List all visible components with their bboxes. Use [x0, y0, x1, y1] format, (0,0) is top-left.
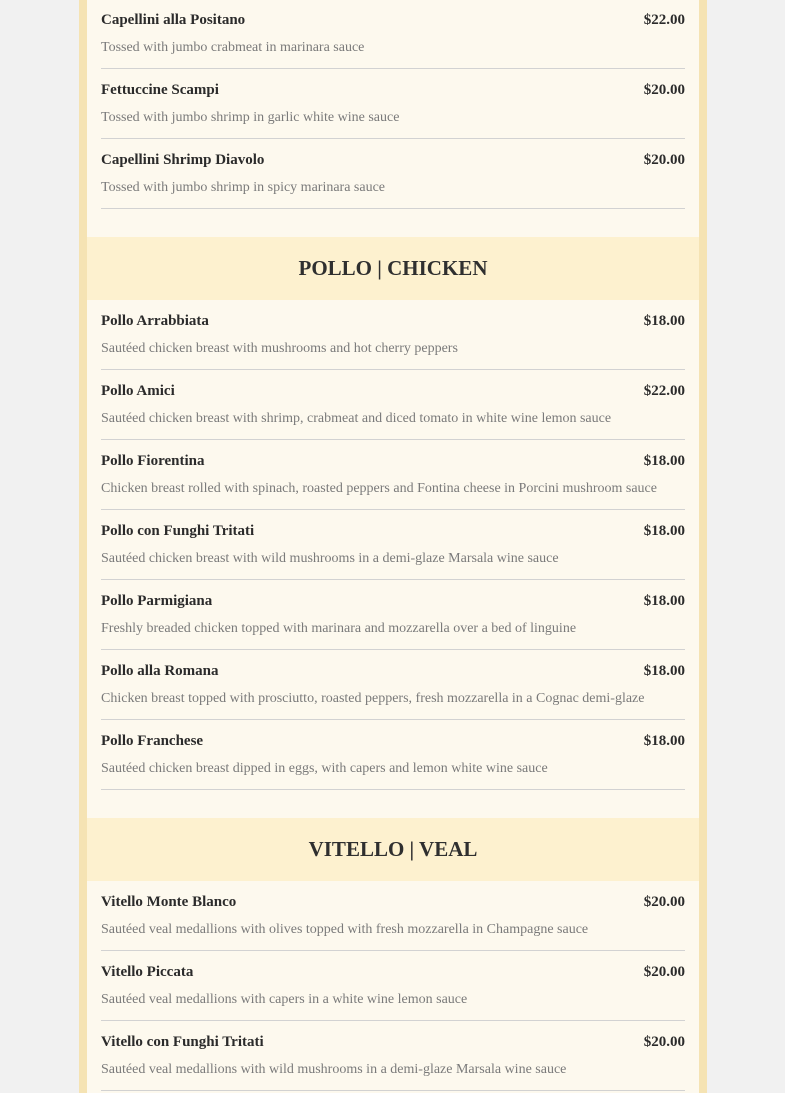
item-name: Fettuccine Scampi — [101, 82, 219, 98]
item-name: Vitello Monte Blanco — [101, 894, 237, 910]
item-price: $20.00 — [643, 894, 685, 910]
item-description: Chicken breast rolled with spinach, roasted peppers and Fontina cheese in Porcini mushroom sauce — [101, 481, 657, 496]
menu-item — [101, 370, 685, 440]
menu-item — [101, 139, 685, 209]
menu-item — [101, 580, 685, 650]
item-description: Sautéed veal medallions with wild mushrooms in a demi-glaze Marsala wine sauce — [101, 1062, 567, 1077]
item-name: Vitello con Funghi Tritati — [101, 1034, 264, 1050]
item-name: Pollo Arrabbiata — [101, 313, 209, 329]
item-price: $20.00 — [643, 152, 685, 168]
menu-item — [101, 1021, 685, 1091]
item-price: $20.00 — [643, 964, 685, 980]
item-description: Chicken breast topped with prosciutto, roasted peppers, fresh mozzarella in a Cognac demi-glaze — [101, 691, 645, 706]
item-name: Pollo Parmigiana — [101, 593, 213, 609]
item-price: $18.00 — [643, 593, 685, 609]
item-description: Sautéed veal medallions with olives topped with fresh mozzarella in Champagne sauce — [101, 922, 589, 937]
item-price: $18.00 — [643, 733, 685, 749]
item-description: Sautéed chicken breast dipped in eggs, with capers and lemon white wine sauce — [101, 761, 548, 776]
item-name: Pollo con Funghi Tritati — [101, 523, 255, 539]
item-name: Capellini alla Positano — [101, 12, 246, 28]
menu-item — [101, 720, 685, 790]
menu-item — [101, 0, 685, 69]
menu-item — [101, 440, 685, 510]
item-price: $18.00 — [643, 313, 685, 329]
item-description: Sautéed chicken breast with shrimp, crabmeat and diced tomato in white wine lemon sauce — [101, 411, 612, 426]
item-name: Pollo Franchese — [101, 733, 204, 749]
menu-item — [101, 300, 685, 370]
item-name: Capellini Shrimp Diavolo — [101, 152, 265, 168]
item-description: Tossed with jumbo crabmeat in marinara sauce — [101, 40, 365, 55]
item-description: Tossed with jumbo shrimp in spicy marinara sauce — [101, 180, 386, 195]
menu-item — [101, 69, 685, 139]
item-price: $18.00 — [643, 523, 685, 539]
item-description: Tossed with jumbo shrimp in garlic white wine sauce — [101, 110, 400, 125]
section-header-veal: VITELLO | VEAL — [87, 818, 699, 881]
item-description: Freshly breaded chicken topped with marinara and mozzarella over a bed of linguine — [101, 621, 577, 636]
item-name: Pollo Fiorentina — [101, 453, 205, 469]
menu-item — [101, 650, 685, 720]
item-price: $20.00 — [643, 1034, 685, 1050]
menu-frame — [79, 0, 707, 1093]
item-description: Sautéed veal medallions with capers in a white wine lemon sauce — [101, 992, 468, 1007]
menu-item — [101, 510, 685, 580]
item-price: $20.00 — [643, 82, 685, 98]
item-name: Vitello Piccata — [101, 964, 194, 980]
item-description: Sautéed chicken breast with wild mushrooms in a demi-glaze Marsala wine sauce — [101, 551, 559, 566]
menu-page — [87, 0, 699, 1093]
menu-item — [101, 881, 685, 951]
item-price: $22.00 — [643, 383, 685, 399]
item-price: $18.00 — [643, 663, 685, 679]
menu-item — [101, 951, 685, 1021]
item-price: $22.00 — [643, 12, 685, 28]
item-description: Sautéed chicken breast with mushrooms and hot cherry peppers — [101, 341, 458, 356]
item-price: $18.00 — [643, 453, 685, 469]
item-name: Pollo Amici — [101, 383, 175, 399]
item-name: Pollo alla Romana — [101, 663, 219, 679]
section-header-chicken: POLLO | CHICKEN — [87, 237, 699, 300]
